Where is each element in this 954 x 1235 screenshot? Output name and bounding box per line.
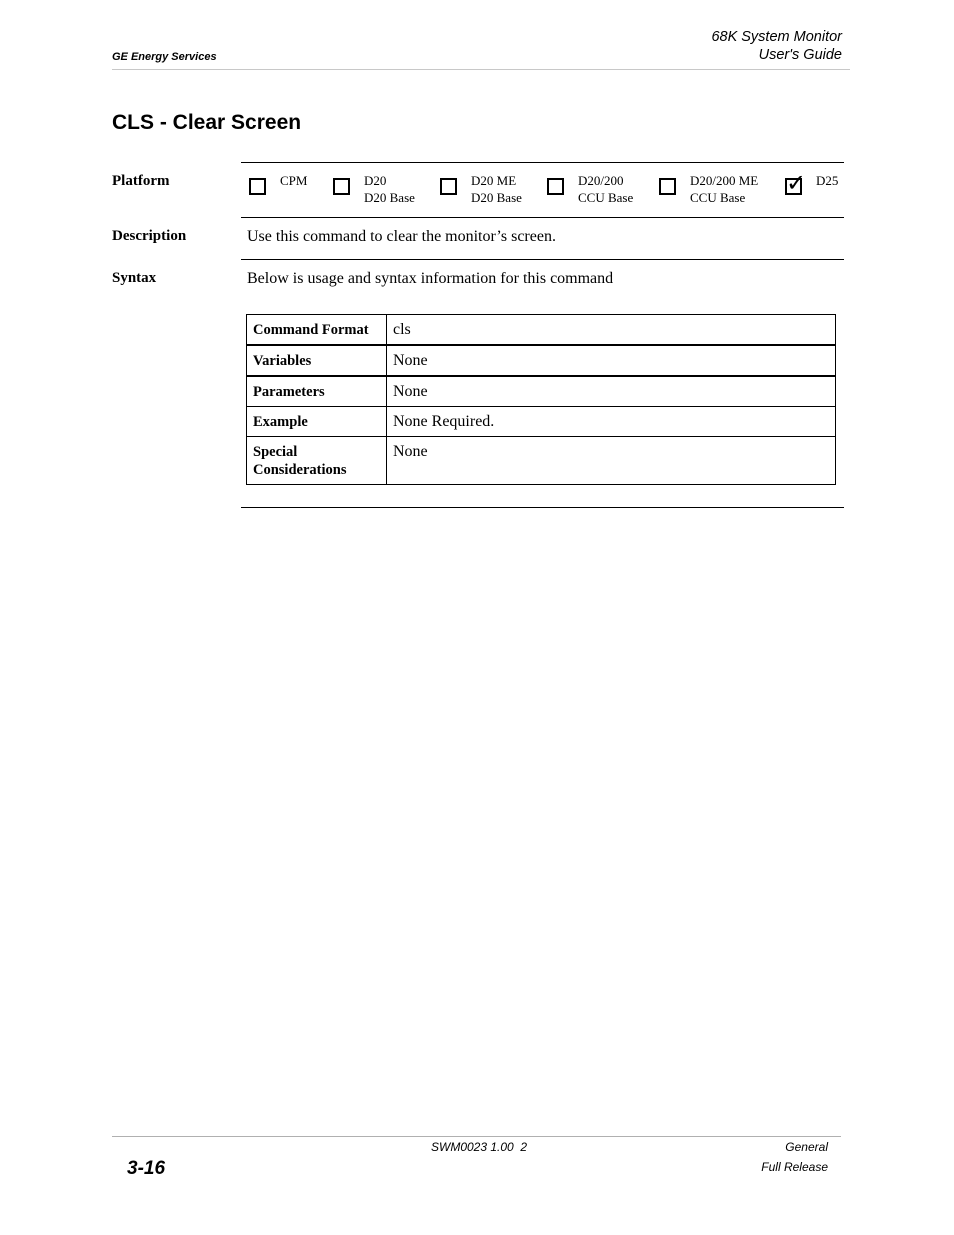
row-value: None <box>387 376 836 407</box>
platform-option-line1: D20/200 ME <box>690 173 759 188</box>
row-value: cls <box>387 315 836 346</box>
document-id: SWM0023 1.00 2 <box>431 1140 528 1154</box>
platform-top-rule <box>241 162 844 163</box>
row-value: None <box>387 437 836 485</box>
table-row <box>247 345 836 376</box>
row-key: Parameters <box>247 376 387 407</box>
checkbox-d20-200[interactable] <box>547 178 564 195</box>
row-value: None Required. <box>387 407 836 437</box>
table-row <box>247 315 836 346</box>
check-mark-icon: ✓ <box>786 169 807 197</box>
document-title <box>711 28 842 64</box>
page-number: 3-16 <box>127 1158 166 1179</box>
row-key: Command Format <box>247 315 387 346</box>
row-key: Example <box>247 407 387 437</box>
syntax-label: Syntax <box>112 270 157 286</box>
description-top-rule <box>241 217 844 218</box>
platform-option-line2: D20 Base <box>471 190 522 205</box>
row-key: Special Considerations <box>247 437 387 485</box>
platform-option-line1: D20 <box>364 173 387 188</box>
checkbox-cpm[interactable] <box>249 178 266 195</box>
document-title-line2: User's Guide <box>758 47 842 63</box>
section-title: CLS - Clear Screen <box>112 111 302 134</box>
platform-option-line1: D25 <box>816 173 839 188</box>
platform-option-line1: D20/200 <box>578 173 624 188</box>
description-label: Description <box>112 228 187 244</box>
table-row <box>247 407 836 437</box>
platform-option-line2: CCU Base <box>690 190 746 205</box>
footer-divider <box>112 1136 841 1137</box>
section-bottom-rule <box>241 507 844 508</box>
platform-option-line1: CPM <box>280 173 308 188</box>
header-divider <box>112 69 850 70</box>
checkbox-d20[interactable] <box>333 178 350 195</box>
checkbox-d25[interactable] <box>785 169 807 197</box>
table-row <box>247 376 836 407</box>
syntax-intro: Below is usage and syntax information for this command <box>247 270 614 287</box>
platform-option-line2: D20 Base <box>364 190 415 205</box>
company-name: GE Energy Services <box>112 51 217 63</box>
table-row <box>247 437 836 485</box>
checkbox-d20-me[interactable] <box>440 178 457 195</box>
platform-label: Platform <box>112 173 170 189</box>
description-text: Use this command to clear the monitor’s screen. <box>247 228 556 245</box>
syntax-top-rule <box>241 259 844 260</box>
footer-release: Full Release <box>761 1160 828 1174</box>
platform-option-line2: CCU Base <box>578 190 634 205</box>
row-key: Variables <box>247 345 387 376</box>
syntax-table <box>246 314 836 485</box>
document-title-line1: 68K System Monitor <box>711 29 842 45</box>
row-value: None <box>387 345 836 376</box>
platform-option-line1: D20 ME <box>471 173 517 188</box>
checkbox-d20-200-me[interactable] <box>659 178 676 195</box>
footer-section: General <box>785 1140 828 1154</box>
